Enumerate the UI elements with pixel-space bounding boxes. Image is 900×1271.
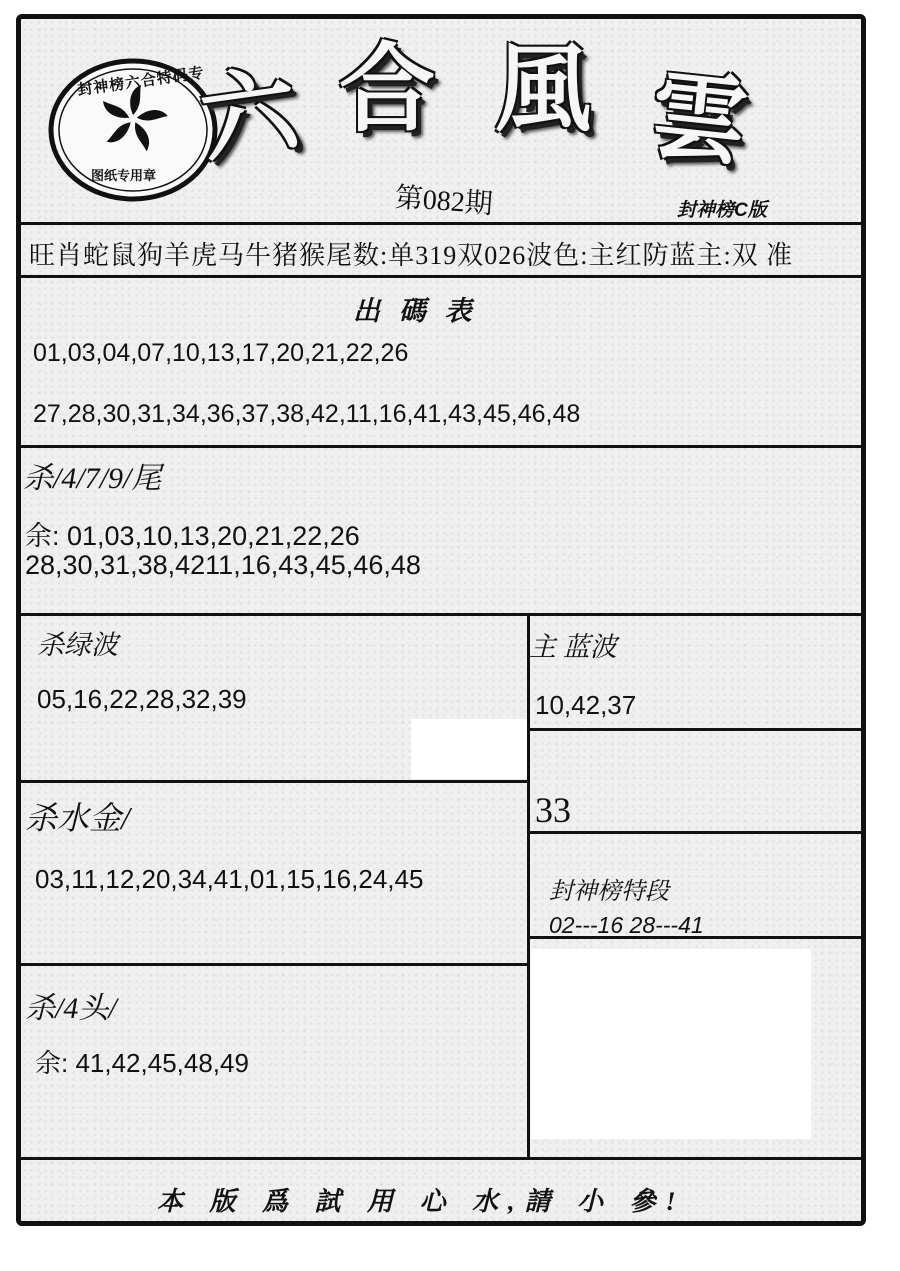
divider bbox=[21, 780, 529, 783]
kill-head-numbers: 余: 41,42,45,48,49 bbox=[35, 1048, 249, 1078]
main-blue-numbers: 10,42,37 bbox=[535, 690, 637, 720]
kill-water-gold-numbers: 03,11,12,20,34,41,01,15,16,24,45 bbox=[35, 864, 424, 894]
divider bbox=[21, 222, 861, 225]
highlight-box bbox=[531, 949, 811, 1139]
title-char-1: 六 bbox=[193, 51, 305, 178]
kill-tail-heading: 杀/4/7/9/尾 bbox=[23, 462, 162, 495]
kill-tail-line-1: 余: 01,03,10,13,20,21,22,26 bbox=[25, 521, 360, 551]
footer-note: 本 版 爲 試 用 心 水,請 小 參! bbox=[157, 1187, 686, 1216]
special-segment-heading: 封神榜特段 bbox=[549, 879, 669, 905]
seal-bottom-text: 图纸专用章 bbox=[91, 168, 157, 183]
table-heading: 出 碼 表 bbox=[353, 296, 478, 326]
title-char-3: 風 bbox=[495, 32, 591, 145]
column-divider bbox=[527, 613, 530, 1159]
special-segment-ranges: 02---16 28---41 bbox=[549, 912, 704, 938]
kill-tail-line-2: 28,30,31,38,4211,16,43,45,46,48 bbox=[25, 550, 421, 580]
issue-number: 第082期 bbox=[393, 182, 494, 221]
seal-ring-text: 封神榜六合特码专 bbox=[76, 64, 206, 99]
table-row-2: 27,28,30,31,34,36,37,38,42,11,16,41,43,45,46,48 bbox=[33, 400, 581, 428]
title-char-2: 合 bbox=[339, 32, 435, 145]
kill-head-heading: 杀/4头/ bbox=[25, 992, 117, 1025]
highlight-box bbox=[411, 719, 527, 779]
kill-green-numbers: 05,16,22,28,32,39 bbox=[37, 684, 247, 714]
divider bbox=[21, 445, 861, 448]
poster-frame bbox=[16, 14, 866, 1226]
kill-green-heading: 杀绿波 bbox=[37, 630, 118, 660]
divider bbox=[21, 1157, 861, 1160]
divider bbox=[529, 831, 861, 834]
special-number: 33 bbox=[535, 790, 571, 830]
divider bbox=[529, 728, 861, 731]
info-line: 旺肖蛇鼠狗羊虎马牛猪猴尾数:单319双026波色:主红防蓝主:双 准 bbox=[29, 241, 794, 270]
divider bbox=[21, 613, 861, 616]
title-char-4: 雲 bbox=[645, 57, 753, 180]
divider bbox=[21, 275, 861, 278]
edition-label: 封神榜C版 bbox=[677, 200, 767, 221]
divider bbox=[21, 963, 529, 966]
table-row-1: 01,03,04,07,10,13,17,20,21,22,26 bbox=[33, 339, 409, 367]
kill-water-gold-heading: 杀水金/ bbox=[25, 800, 130, 836]
main-blue-heading: 主 蓝波 bbox=[529, 632, 617, 662]
